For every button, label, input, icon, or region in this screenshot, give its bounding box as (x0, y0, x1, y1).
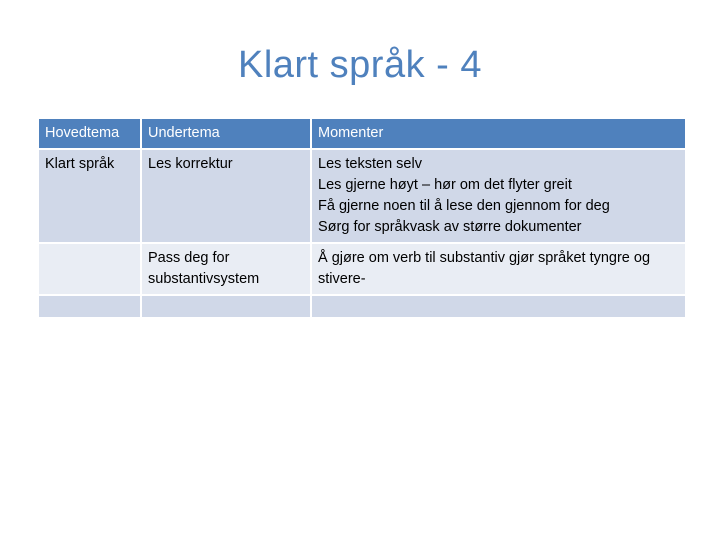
moment-item: Få gjerne noen til å lese den gjennom for deg (318, 198, 610, 214)
slide-title: Klart språk - 4 (237, 44, 483, 86)
cell-undertema: Pass deg for substantivsystem (141, 243, 311, 295)
content-table (37, 117, 687, 319)
table-row (38, 149, 686, 243)
table-row (38, 243, 686, 295)
header-momenter: Momenter (311, 118, 686, 149)
cell-hovedtema: Klart språk (38, 149, 141, 243)
moment-item: Å gjøre om verb til substantiv gjør språket tyngre og stivere- (318, 250, 651, 287)
moment-item: Sørg for språkvask av større dokumenter (318, 219, 582, 235)
header-undertema: Undertema (141, 118, 311, 149)
header-hovedtema: Hovedtema (38, 118, 141, 149)
table-header-row (38, 118, 686, 149)
cell-hovedtema (38, 243, 141, 295)
cell-momenter (311, 295, 686, 318)
cell-momenter (311, 243, 686, 295)
cell-undertema: Les korrektur (141, 149, 311, 243)
moment-item: Les teksten selv (318, 156, 422, 172)
cell-momenter (311, 149, 686, 243)
cell-undertema (141, 295, 311, 318)
table-row (38, 295, 686, 318)
moment-item: Les gjerne høyt – hør om det flyter greit (318, 177, 572, 193)
cell-hovedtema (38, 295, 141, 318)
